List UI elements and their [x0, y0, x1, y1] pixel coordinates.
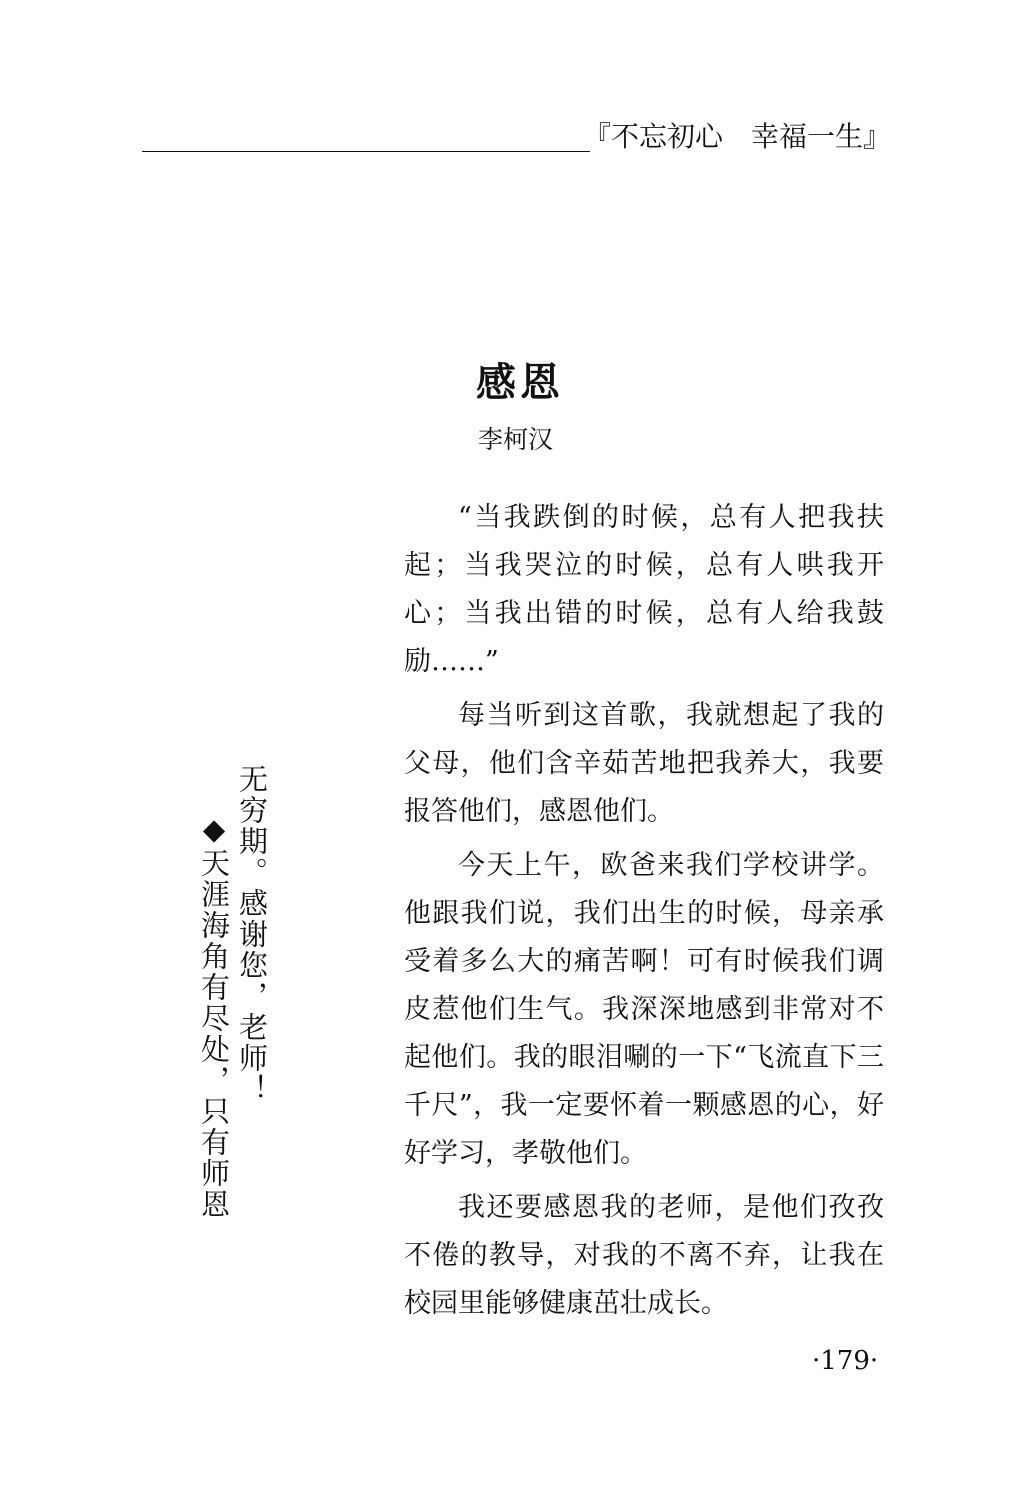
article-body — [404, 494, 884, 1328]
page-number: ·179· — [812, 1346, 879, 1376]
article-title: 感恩 — [476, 359, 564, 406]
paragraph: “当我跌倒的时候，总有人把我扶起；当我哭泣的时候，总有人哄我开心；当我出错的时候，总有人给我鼓励……” — [404, 502, 884, 677]
article-author: 李柯汉 — [478, 425, 554, 454]
paragraph: 今天上午，欧爸来我们学校讲学。他跟我们说，我们出生的时候，母亲承受着多么大的痛苦啊！可有时候我们调皮惹他们生气。我深深地感到非常对不起他们。我的眼泪唰的一下“飞流直下三千尺”，我一定要怀着一颗感恩的心，好好学习，孝敬他们。 — [404, 850, 884, 1169]
header-rule — [142, 151, 590, 152]
paragraph: 每当听到这首歌，我就想起了我的父母，他们含辛茹苦地把我养大，我要报答他们，感恩他们。 — [404, 700, 884, 827]
paragraph: 我还要感恩我的老师，是他们孜孜不倦的教导，对我的不离不弃，让我在校园里能够健康茁壮成长。 — [404, 1192, 884, 1319]
sidebar-quote-line-2: ◆天涯海角有尽处，只有师恩 — [197, 812, 231, 1220]
sidebar-quote-line-1: 无穷期。感谢您，老师！ — [235, 764, 269, 1105]
running-header: 『不忘初心 幸福一生』 — [583, 120, 892, 153]
